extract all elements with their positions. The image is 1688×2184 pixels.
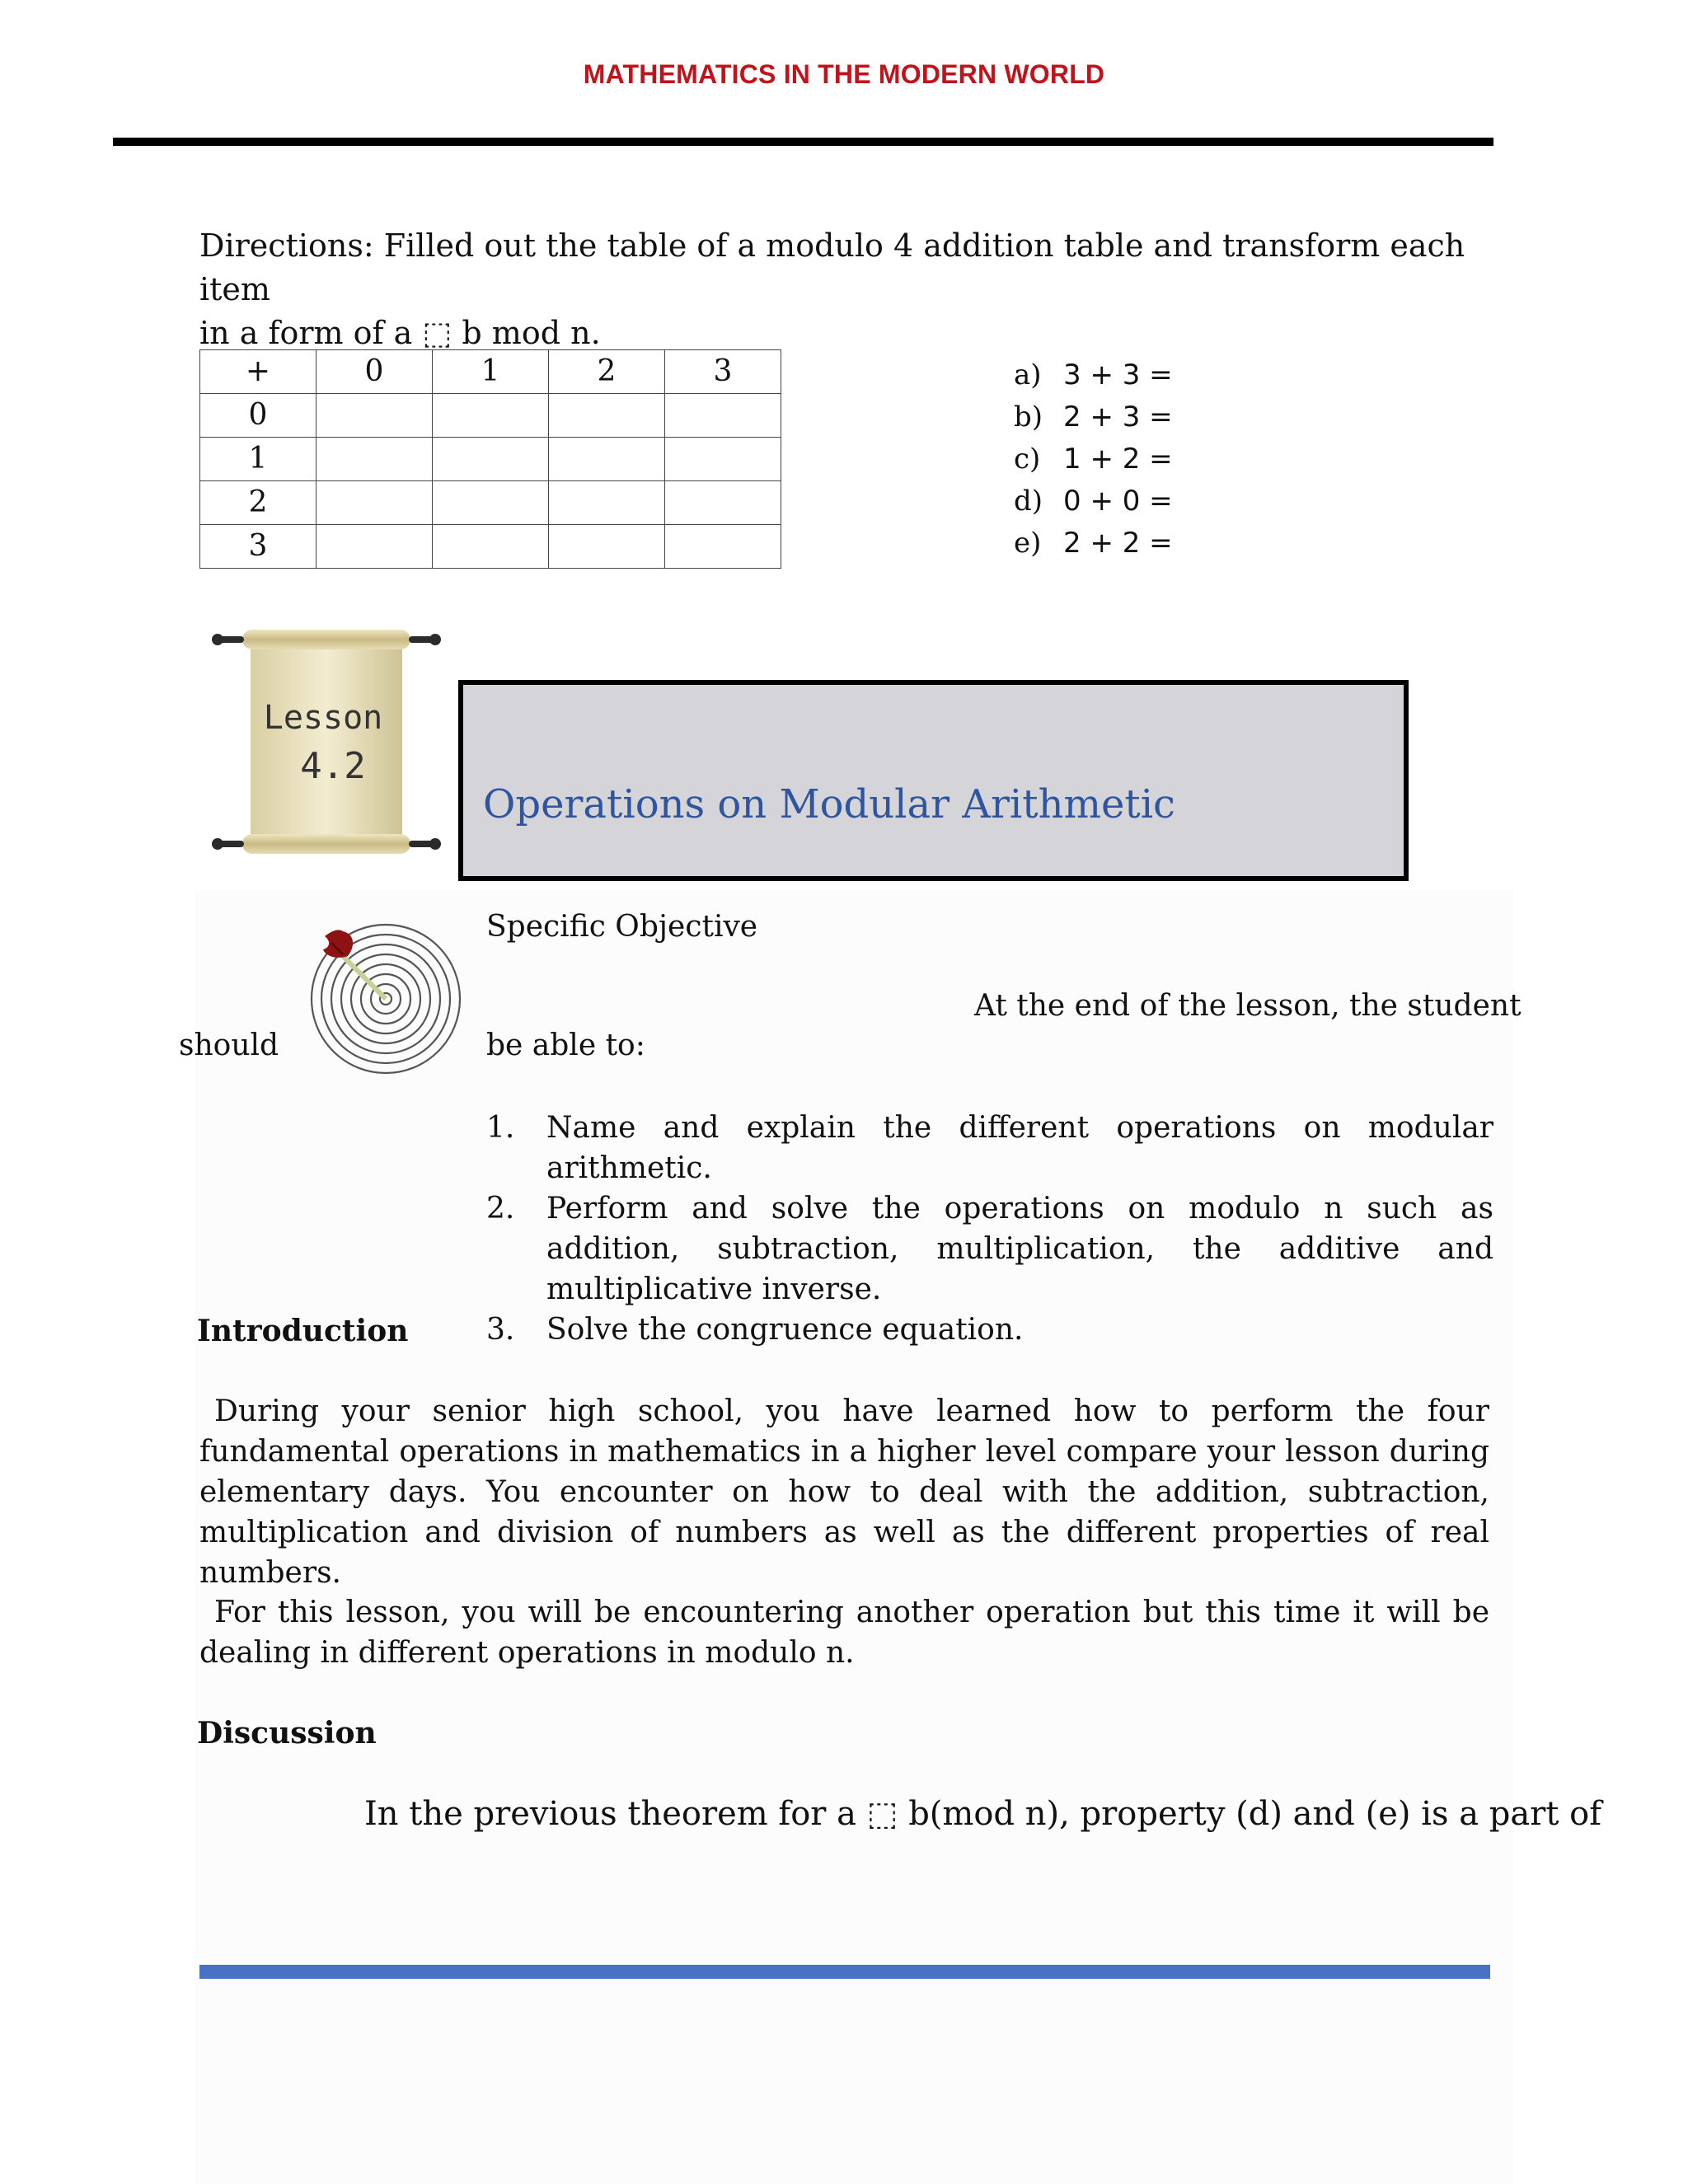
- table-cell[interactable]: [665, 438, 781, 481]
- table-row-header: 1: [200, 438, 316, 481]
- list-item-number: 3.: [486, 1313, 515, 1347]
- list-item-text: Solve the congruence equation.: [546, 1313, 1024, 1347]
- specific-objective-heading: Specific Objective: [486, 910, 758, 944]
- table-header-row: [200, 350, 781, 394]
- header-title: MATHEMATICS IN THE MODERN WORLD: [583, 59, 1105, 89]
- table-col-header: 3: [665, 350, 781, 394]
- table-corner-cell: +: [200, 350, 316, 394]
- modulo-addition-table: [199, 349, 781, 569]
- scroll-label-number: 4.2: [300, 745, 366, 787]
- objective-intro-right: At the end of the lesson, the student: [974, 989, 1522, 1023]
- lesson-title: Operations on Modular Arithmetic: [483, 781, 1175, 827]
- table-cell[interactable]: [665, 525, 781, 569]
- list-item: [486, 1310, 1493, 1350]
- exercise-item: [1014, 396, 1173, 438]
- list-item: [486, 1108, 1493, 1188]
- scroll-label-lesson: Lesson: [263, 699, 383, 737]
- list-item-text: Name and explain the different operations on modular arithmetic.: [546, 1111, 1493, 1185]
- table-row-header: 2: [200, 481, 316, 525]
- table-cell[interactable]: [433, 394, 549, 438]
- table-col-header: 1: [433, 350, 549, 394]
- exercise-expression: 2 + 2 =: [1063, 527, 1173, 560]
- target-dart-icon: [307, 920, 465, 1078]
- exercise-letter: e): [1014, 527, 1042, 560]
- introduction-heading: Introduction: [197, 1314, 409, 1348]
- list-item-text: Perform and solve the operations on modulo n such as addition, subtraction, multiplication, the additive and multiplicative inverse.: [546, 1192, 1493, 1306]
- table-cell[interactable]: [549, 394, 665, 438]
- lesson-title-box: [458, 680, 1409, 881]
- table-col-header: 0: [316, 350, 433, 394]
- table-row: [200, 481, 781, 525]
- table-cell[interactable]: [433, 438, 549, 481]
- header-rule: [113, 138, 1493, 146]
- exercise-list: [1014, 354, 1173, 565]
- exercise-letter: d): [1014, 485, 1043, 518]
- table-cell[interactable]: [665, 481, 781, 525]
- table-cell[interactable]: [665, 394, 781, 438]
- list-item-number: 2.: [486, 1192, 515, 1226]
- table-row-header: 3: [200, 525, 316, 569]
- table-cell[interactable]: [433, 525, 549, 569]
- list-item-number: 1.: [486, 1111, 515, 1145]
- list-item: [486, 1188, 1493, 1310]
- table-row: [200, 525, 781, 569]
- exercise-expression: 1 + 2 =: [1063, 443, 1173, 476]
- table-cell[interactable]: [549, 481, 665, 525]
- table-row: [200, 394, 781, 438]
- table-cell[interactable]: [433, 481, 549, 525]
- directions-text: [199, 224, 1493, 355]
- table-cell[interactable]: [316, 481, 433, 525]
- table-cell[interactable]: [316, 438, 433, 481]
- exercise-expression: 0 + 0 =: [1063, 485, 1173, 518]
- exercise-item: [1014, 354, 1173, 396]
- footer-rule: [199, 1965, 1490, 1979]
- directions-line-2: in a form of a ⬚ b mod n.: [199, 315, 601, 351]
- exercise-letter: a): [1014, 359, 1042, 391]
- exercise-item: [1014, 480, 1173, 523]
- introduction-paragraph-1: During your senior high school, you have learned how to perform the four fundamental operations in mathematics in a higher level compare your lesson during elementary days. You encounter on how to deal with the addition, subtraction, multiplication and division of numbers as well as the different properties of real numbers.: [199, 1394, 1489, 1590]
- discussion-text: In the previous theorem for a ⬚ b(mod n), property (d) and (e) is a part of: [364, 1795, 1602, 1833]
- table-row: [200, 438, 781, 481]
- table-cell[interactable]: [549, 438, 665, 481]
- table-cell[interactable]: [549, 525, 665, 569]
- table-row-header: 0: [200, 394, 316, 438]
- exercise-letter: b): [1014, 401, 1043, 434]
- objective-list: [486, 1108, 1493, 1350]
- exercise-letter: c): [1014, 443, 1041, 476]
- objective-intro-continued: be able to:: [486, 1029, 645, 1062]
- table-col-header: 2: [549, 350, 665, 394]
- table-cell[interactable]: [316, 525, 433, 569]
- exercise-expression: 3 + 3 =: [1063, 359, 1173, 391]
- exercise-expression: 2 + 3 =: [1063, 401, 1173, 434]
- table-cell[interactable]: [316, 394, 433, 438]
- discussion-heading: Discussion: [197, 1716, 377, 1750]
- objective-intro-left: should: [179, 1029, 279, 1062]
- directions-line-1: Directions: Filled out the table of a modulo 4 addition table and transform each item: [199, 227, 1465, 307]
- exercise-item: [1014, 438, 1173, 480]
- introduction-paragraph-2: For this lesson, you will be encountering another operation but this time it will be dealing in different operations in modulo n.: [199, 1596, 1489, 1670]
- lesson-scroll-icon: [211, 620, 442, 859]
- exercise-item: [1014, 523, 1173, 565]
